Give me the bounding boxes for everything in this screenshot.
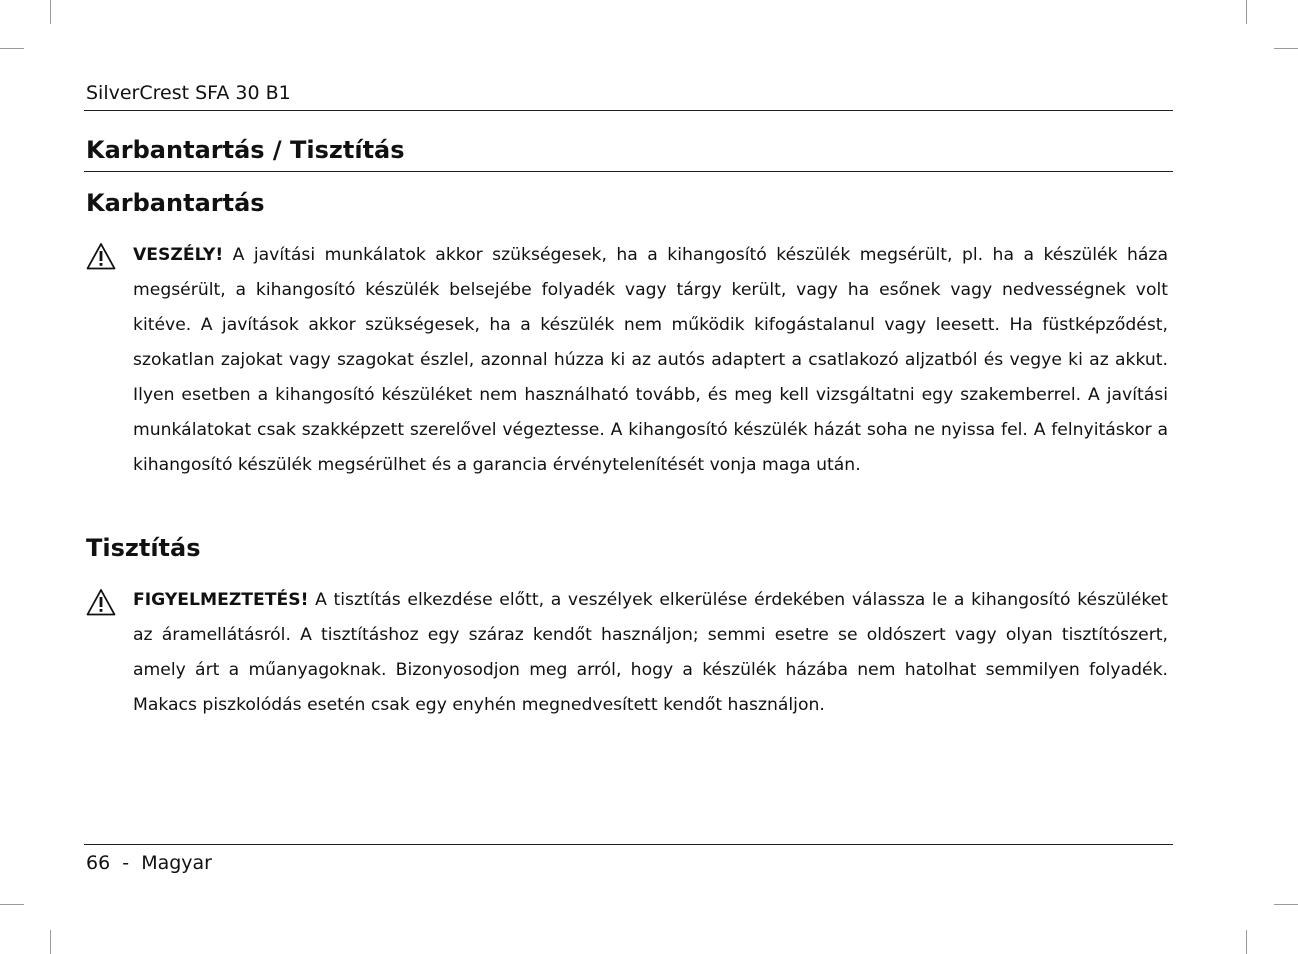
maintenance-warning-text: A javítási munkálatok akkor szükségesek, ha a kihangosító készülék megsérült, pl. ha a készülék háza megsérült, a kihangosító készülék belsejébe folyadék vagy tárgy került, vagy ha esőnek vagy nedvességnek volt kitéve. A javítások akkor szükségesek, ha a készülék nem működik kifogástalanul vagy leesett. Ha füstképződést, szokatlan zajokat vagy szagokat észlel, azonnal húzza ki az autós adaptert a csatlakozó aljzatból és vegye ki az akkut. Ilyen esetben a kihangosító készüléket nem használható tovább, és meg kell vizsgáltatni egy szakemberrel. A javítási munkálatokat csak szakképzett szerelővel végeztesse. A kihangosító készülék házát soha ne nyissa fel. A felnyitáskor a kihangosító készülék megsérülhet és a garancia érvénytelenítését vonja maga után. (133, 245, 1168, 475)
crop-mark (50, 0, 51, 24)
cleaning-heading: Tisztítás (86, 534, 201, 562)
maintenance-warning-paragraph (133, 238, 1168, 483)
warning-label: FIGYELMEZTETÉS! (133, 590, 309, 610)
cleaning-warning-text: A tisztítás elkezdése előtt, a veszélyek elkerülése érdekében válassza le a kihangosító készüléket az áramellátásról. A tisztításhoz egy száraz kendőt használjon; semmi esetre se oldószert vagy olyan tisztítószert, amely árt a műanyagoknak. Bizonyosodjon meg arról, hogy a készülék házába nem hatolhat semmilyen folyadék. Makacs piszkolódás esetén csak egy enyhén megnedvesített kendőt használjon. (133, 590, 1168, 715)
crop-mark (0, 904, 24, 905)
header-rule (84, 110, 1173, 111)
crop-mark (50, 930, 51, 954)
warning-triangle-icon (86, 242, 116, 270)
crop-mark (1274, 48, 1298, 49)
page-footer: 66 - Magyar (86, 852, 212, 874)
running-header: SilverCrest SFA 30 B1 (86, 82, 291, 104)
cleaning-warning-paragraph (133, 583, 1168, 723)
crop-mark (1246, 0, 1247, 24)
danger-label: VESZÉLY! (133, 245, 224, 265)
footer-rule (84, 844, 1173, 845)
crop-mark (1246, 930, 1247, 954)
crop-mark (1274, 904, 1298, 905)
maintenance-heading: Karbantartás (86, 189, 265, 217)
section-title: Karbantartás / Tisztítás (86, 136, 405, 164)
warning-triangle-icon (86, 588, 116, 616)
crop-mark (0, 48, 24, 49)
section-rule (84, 171, 1173, 172)
